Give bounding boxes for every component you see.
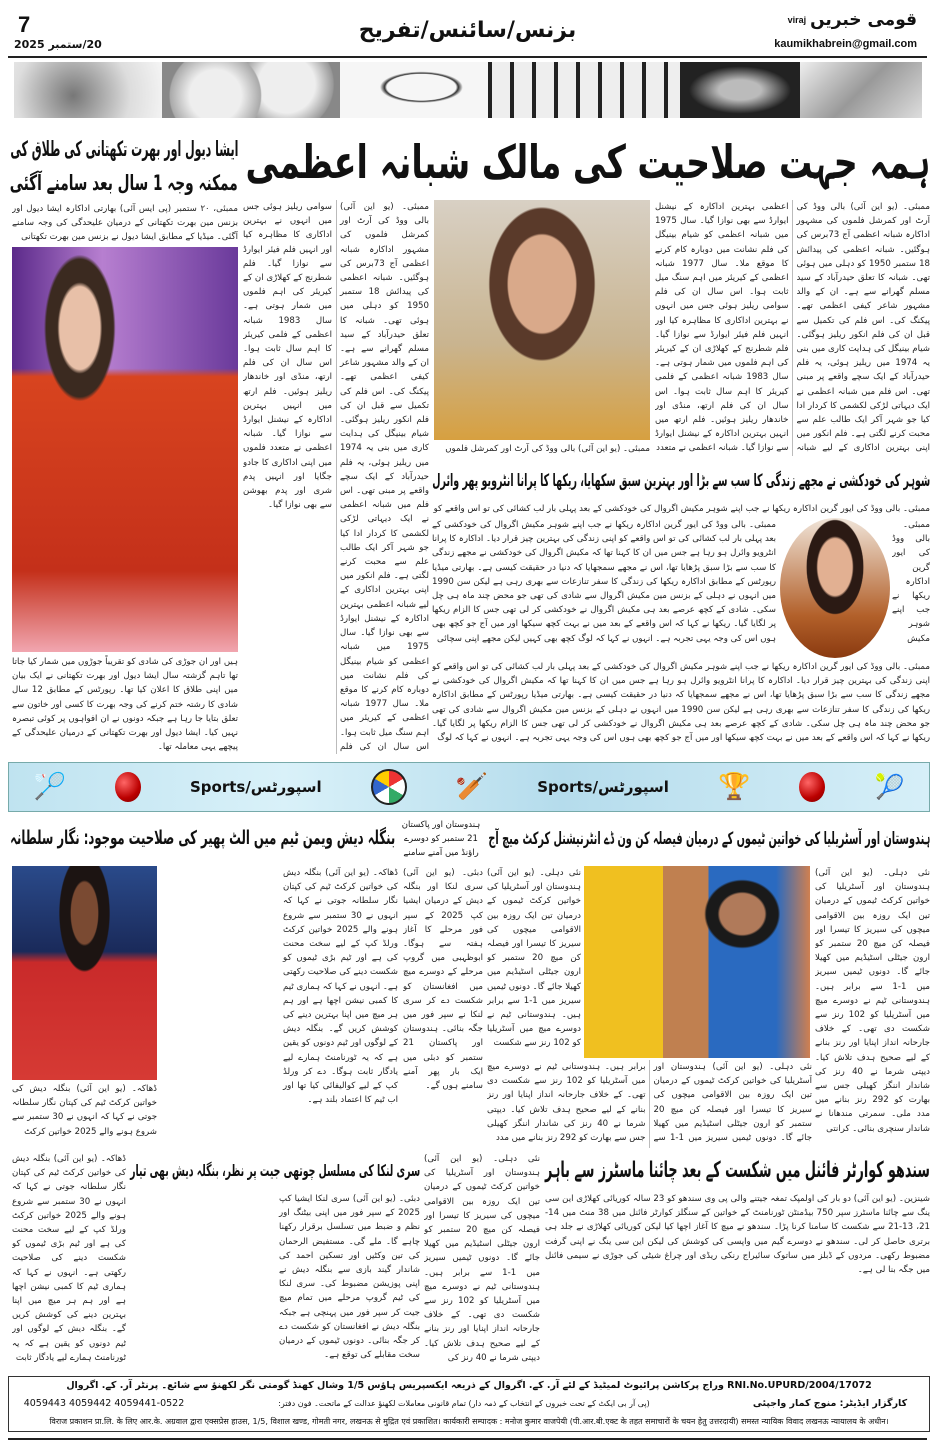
esha-deol-photo (12, 247, 238, 652)
sports-banner (8, 762, 930, 812)
indaus-article-body: نئی دہلی۔ (یو این آئی) ہندوستان اور آسٹریلیا کی خواتین کرکٹ ٹیموں کے درمیان تین ایک روزہ بین الاقوامی میچوں کی سیریز کا تیسرا اور فیصلہ کن میچ 20 ستمبر کو ارون جیٹلی اسٹیڈیم میں کھیلا جائے گا۔ دونوں ٹیمیں سیریز میں 1-1 سے برابر ہیں۔ ہندوستانی ٹیم نے دوسرے میچ میں آسٹریلیا کو 102 رنز سے شکست دی تھی۔ کے خلاف جارحانہ انداز اپنایا اور رنز بنانے کے لیے صحیح ہدف تلاش کیا۔ دیپتی شرما نے 40 رنز کی شاندار اننگز کھیلی جس سے بھارت کو 292 رنز بنانے میں مدد ملی۔ سمرتی مندھانا نے شاندار سنچری بنائی۔ کرانتی (815, 868, 930, 1134)
cricket-ball-icon (115, 772, 141, 802)
footer-divider (8, 1438, 927, 1440)
rekha-article-body: ممبئی۔ بالی ووڈ کی ایور گرین اداکارہ ریکھا نے جب اپنے شوہر مکیش اگروال کی خودکشی کے بعد پہلی بار لب کشائی کی تو اس واقعے کو اپنی زندگی کی بہترین چیز قرار دیا۔ اداکارہ کا پرانا انٹرویو وائرل ہو رہا ہے جس میں ان کا کہنا تھا کہ مکیش اگروال کی خودکشی نے مجھے زندگی کا سب سے بڑا سبق پڑھایا تھا، اس نے مجھے سمجھایا کہ دنیا در حقیقت کیسی ہے۔ بھارتی میڈیا رپورٹس کے مطابق اداکارہ ریکھا کی زندگی کا سفر تنازعات سے بھری رہی ہے لیکن سن 1990 میں انہوں نے دہلی کے بزنس مین مکیش اگروال سے شادی کی تھی جو محض چند ماہ ہی چل سکی۔ شادی کے کچھ عرصے بعد ہی مکیش اگروال نے خودکشی کر لی تھی جس کا الزام ریکھا پر لگایا گیا۔ ریکھا نے کہا کہ اس واقعے کے بعد میں نے بہت کچھ سیکھا اور میں آج جو کچھ بھی ہوں اس کی وجہ یہی تجربہ ہے۔ انہوں نے کہا کہ لوگ کچھ بھی کہیں لیکن مجھے اپنی سچائی (432, 520, 776, 644)
nigar-article-body-3: ڈھاکہ۔ (یو این آئی) بنگلہ دیش کی خواتین کرکٹ ٹیم کی کپتان نگار سلطانہ جوتی نے کہا کہ انہوں نے 30 ستمبر سے شروع ہونے والے 2025 خواتین کرکٹ ورلڈ کپ کے لیے سخت محنت کی ہے اور ٹیم بڑی ٹیموں کو شکست دینے کی صلاحیت رکھتی ہے۔ انہوں نے کہا کہ ہماری ٹیم کا کمبی نیشن اچھا ہے اور ہم ہر میچ میں اپنا بہترین دینے کی کوشش کریں گے۔ بنگلہ دیش کے لوگوں اور ٹیم دونوں کو یقین ہے کہ یہ ٹورنامنٹ ہمارے لیے یادگار ثابت (12, 1154, 126, 1363)
imprint-line: RNI.No.UPURD/2004/17072 وراج پرکاشن پرائیوٹ لمیٹیڈ کے لئے آر. کے. اگروال کے ذریعہ ایکسپریس ہاؤس 1/5 وشال کھنڈ گومتی نگر لکھنؤ سے شائع۔ پرنٹر آر. کے. اگروال (66, 1380, 872, 1391)
rekha-headline: شوہر کی خودکشی نے مجھے زندگی کا سب سے بڑا اور بہترین سبق سکھایا، ریکھا کا پرانا انٹرویو پھر وائرل (431, 470, 930, 491)
indaus-headline: ہندوستان اور آسٹریلیا کی خواتین ٹیموں کے درمیان فیصلہ کن ون ڈے انٹرنیشنل کرکٹ میچ آج (488, 828, 930, 849)
india-australia-cricket-photo (584, 866, 810, 1058)
office-phones: 4059443 4059442 4059441-0522 (23, 1398, 185, 1409)
newspaper-name: قومی خبریں (810, 10, 917, 30)
stock-market-icon (800, 62, 922, 118)
indaus-article-body-end: نئی دہلی۔ (یو این آئی) ہندوستان اور آسٹریلیا کی خواتین کرکٹ ٹیموں کے درمیان تین ایک روزہ بین الاقوامی میچوں کی سیریز کا تیسرا اور فیصلہ کن میچ 20 ستمبر کو ارون جیٹلی اسٹیڈیم میں کھیلا جائے گا۔ دونوں ٹیمیں سیریز میں 1-1 سے برابر ہیں۔ ہندوستانی ٹیم نے دوسرے میچ میں آسٹریلیا کو 102 رنز سے شکست دی تھی۔ کے خلاف جارحانہ انداز اپنایا اور رنز بنانے کے لیے صحیح ہدف تلاش کیا۔ دیپتی شرما نے 40 رنز کی (424, 1154, 540, 1363)
header-divider (8, 56, 927, 58)
indaus-article-body-bottom: نئی دہلی۔ (یو این آئی) ہندوستان اور آسٹریلیا کی خواتین کرکٹ ٹیموں کے درمیان تین ایک روزہ بین الاقوامی میچوں کی سیریز کا تیسرا اور فیصلہ کن میچ 20 ستمبر کو ارون جیٹلی اسٹیڈیم میں کھیلا جائے گا۔ دونوں ٹیمیں سیریز میں 1-1 سے برابر ہیں۔ ہندوستانی ٹیم نے دوسرے میچ میں آسٹریلیا کو 102 رنز سے شکست دی تھی۔ کے خلاف جارحانہ انداز اپنایا اور رنز بنانے کے لیے صحیح ہدف تلاش کیا۔ دیپتی شرما نے 40 رنز کی شاندار اننگز کھیلی جس سے بھارت کو 292 رنز بنانے میں مدد (487, 1062, 812, 1144)
sports-label: اسپورٹس/Sports (537, 778, 669, 796)
football-icon (371, 769, 407, 805)
section-title: بزنس/سائنس/تفریح (358, 18, 577, 43)
sindhu-headline: سندھو کوارٹر فائنل میں شکست کے بعد چائنا ماسٹرز سے باہر (544, 1157, 930, 1183)
main-headline: ہمہ جہت صلاحیت کی مالک شبانہ اعظمی (244, 135, 930, 189)
sports-label: اسپورٹس/Sports (189, 778, 322, 796)
sindhu-article-body: شینزین۔ (یو این آئی) دو بار کی اولمپک تمغہ جیتنے والی پی وی سندھو کو 23 سالہ کوریائی کھلاڑی این سی ینگ سے چائنا ماسٹرز سپر 750 بیڈمنٹن ٹورنامنٹ کے خواتین کے سنگلز کوارٹر فائنل میں 38 منٹ میں 14-21، 13-21 سے شکست کا سامنا کرنا پڑا۔ سندھو نے میچ کا آغاز اچھا کیا لیکن کوریائی کھلاڑی نے جلد ہی برتری حاصل کر لی۔ سندھو نے دوسرے گیم میں واپسی کی کوشش کی لیکن این سی ینگ نے اپنی گرفت مضبوط رکھی۔ مردوں کے ڈبلز میں ساتوک سائیراج رنکی ریڈی اور چراغ شیٹی کی جوڑی نے سیمی فائنل میں جگہ بنا لی ہے۔ (545, 1194, 930, 1276)
indpak-article-body: دبئی۔ (یو این آئی) سری لنکا اور بنگلہ دیش کے درمیان ایشیا کپ 2025 کے سپر فور مرحلے کا آغاز ہفتہ سے ہوگا۔ ابوظہبی میں گروپ مرحلے کے دوسرے میچ میں افغانستان کو شکست دے کر سری لنکا نے سپر فور میں جگہ بنائی۔ ہندوستان اور پاکستان 21 ستمبر کو دبئی میں ایک بار پھر آمنے سامنے ہوں گے۔ (403, 868, 483, 1092)
rekha-article-body-bottom: ممبئی۔ بالی ووڈ کی ایور گرین اداکارہ ریکھا نے جب اپنے شوہر مکیش اگروال کی خودکشی کے بعد پہلی بار لب کشائی کی تو اس واقعے کو اپنی زندگی کی بہترین چیز قرار دیا۔ اداکارہ کا پرانا انٹرویو وائرل ہو رہا ہے جس میں ان کا کہنا تھا کہ مکیش اگروال کی خودکشی نے مجھے زندگی کا سب سے بڑا سبق پڑھایا تھا، اس نے مجھے سمجھایا کہ دنیا در حقیقت کیسی ہے۔ بھارتی میڈیا رپورٹس کے مطابق اداکارہ ریکھا کی زندگی کا سفر تنازعات سے بھری رہی ہے لیکن سن 1990 میں انہوں نے دہلی کے بزنس مین مکیش اگروال سے شادی کی تھی جو محض چند ماہ ہی چل سکی۔ شادی کے کچھ عرصے بعد ہی مکیش اگروال نے خودکشی کر لی تھی جس کا الزام ریکھا پر لگایا گیا۔ ریکھا نے کہا کہ اس واقعے کے بعد میں نے بہت کچھ سیکھا اور میں آج جو کچھ بھی ہوں اس کی وجہ یہی تجربہ ہے۔ انہوں نے کہا کہ لوگ (432, 662, 930, 744)
indpak-subhead: ہندوستان اور پاکستان 21 ستمبر کو دوسرے راؤنڈ میں آمنے سامنے (401, 820, 481, 858)
nigar-article-body: ڈھاکہ۔ (یو این آئی) بنگلہ دیش کی خواتین کرکٹ ٹیم کی کپتان نگار سلطانہ جوتی نے کہا کہ انہوں نے 30 ستمبر سے شروع ہونے والے 2025 خواتین کرکٹ ورلڈ کپ کے لیے سخت محنت کی ہے اور ٹیم بڑی ٹیموں کو شکست دینے کی صلاحیت رکھتی ہے۔ انہوں نے کہا کہ ہماری ٹیم کا کمبی نیشن اچھا ہے اور ہم ہر میچ میں اپنا بہترین دینے کی کوشش کریں گے۔ بنگلہ دیش کے لوگوں اور ٹیم دونوں کو یقین ہے کہ یہ ٹورنامنٹ ہمارے لیے یادگار ثابت ہوگا۔ دے کر ورلڈ کپ کے لیے کوالیفائی کیا تھا اور اب ٹیم کا اعتماد بلند ہے۔ (283, 868, 398, 1106)
srilanka-headline: سری لنکا کی مسلسل چوتھی جیت پر نظر، بنگلہ دیش بھی تیار (129, 1160, 421, 1180)
rekha-article-side: ممبئی۔ بالی ووڈ کی ایور گرین اداکارہ ریکھا نے جب اپنے شوہر مکیش (892, 520, 930, 644)
cricket-ball-icon (799, 772, 825, 802)
tennis-rackets-icon: 🎾 (874, 773, 905, 801)
shabana-article-body-right: ممبئی۔ (یو این آئی) بالی ووڈ کی آرٹ اور کمرشل فلموں کی مشہور اداکارہ شبانہ اعظمی آج 73برس کی ہوگئیں۔ شبانہ اعظمی کی پیدائش 18 ستمبر 1950 کو دہلی میں ہوئی تھی۔ شبانہ کا تعلق حیدرآباد کے سید مسلم گھرانے سے ہے۔ ان کے والد مشہور شاعر کیفی اعظمی تھے۔ پیکنگ کی۔ اس فلم کی تکمیل سے قبل ان کی فلم انکور ریلیز ہوگئی۔ شیام بینیگل کی ہدایت کاری میں بنی یہ 1974 میں ریلیز ہوئی، یہ فلم حیدرآباد کے ایک سچے واقعے پر مبنی تھی۔ اس فلم میں شبانہ اعظمی نے ایک دیہاتی لڑکی لکشمی کا کردار ادا کیا جو شہر آکر ایک طالب علم سے محبت کرنے لگتی ہے۔ فلم انکور میں اپنی بہترین اداکاری کے لیے شبانہ اعظمی بہترین اداکارہ کے نیشنل ایوارڈ سے بھی نوازا گیا۔ سال 1975 میں شبانہ اعظمی کو شیام بینیگل کی فلم نشانت میں دوبارہ کام کرنے کا موقع ملا۔ سال 1977 شبانہ اعظمی کے کیریئر میں اہم سنگ میل ثابت ہوا۔ اس سال ان کی فلم سوامی ریلیز ہوئی جس میں انہوں نے بہترین اداکاری کا مظاہرہ کیا اور انہیں فلم فیئر ایوارڈ سے نوازا گیا۔ فلم شطرنج کے کھلاڑی ان کے کیریئر کی اہم فلموں میں شمار ہوتی ہے۔ سال 1983 شبانہ اعظمی کے فلمی کیریئر کا اہم سال ثابت ہوا۔ اس سال ان کی فلم ارتھ، منڈی اور خاندھار ریلیز ہوئیں۔ فلم ارتھ میں انہیں بہترین اداکارہ کے نیشنل ایوارڈ سے نوازا گیا۔ شبانہ اعظمی نے متعدد (655, 202, 930, 454)
rekha-photo (780, 518, 890, 658)
esha-headline-1: ایشا دیول اور بھرت تکھتانی کی طلاق کی (9, 137, 238, 161)
anatomy-icon (680, 62, 800, 118)
indaus-article-body-cont: نئی دہلی۔ (یو این آئی) ہندوستان اور آسٹریلیا کی خواتین کرکٹ ٹیموں کے درمیان تین ایک روزہ بین الاقوامی میچوں کی سیریز کا تیسرا اور فیصلہ کن میچ 20 ستمبر کو ارون جیٹلی اسٹیڈیم میں کھیلا جائے گا۔ دونوں ٹیمیں سیریز میں 1-1 سے برابر ہیں۔ ہندوستانی ٹیم نے دوسرے میچ میں آسٹریلیا کو 102 رنز سے شکست (487, 868, 581, 1049)
esha-article-body: ہیں اور ان جوڑی کی شادی کو تقریباً جوڑوں میں شمار کیا جاتا تھا تاہم گزشتہ سال ایشا دیول اور بھرت تکھتانی نے ایک بیان میں اپنی طلاق کا اعلان کیا تھا۔ رپورٹس کے مطابق 12 سال شادی کا رشتہ ختم کرنے کی وجہ بھرت کا کسی اور خاتون سے تعلق بتایا جا رہا ہے جبکہ دونوں نے ان افواہوں پر کوئی تبصرہ نہیں کیا۔ ایشا دیول اور بھرت تکھتانی کے درمیان علیحدگی کے پیچھے یہی معاملہ تھا۔ (12, 657, 238, 753)
esha-lead: ممبئی، ۲۰ ستمبر (پی ایس آئی) بھارتی اداکارہ ایشا دیول اور بزنس مین بھرت تکھتانی کے درمیان علیحدگی کی وجہ سامنے آگئی۔ میڈیا کے مطابق ایشا دیول نے بزنس مین بھرت تکھتانی (12, 204, 238, 243)
nigar-article-body-2: ڈھاکہ۔ (یو این آئی) بنگلہ دیش کی خواتین کرکٹ ٹیم کی کپتان نگار سلطانہ جوتی نے کہا کہ انہوں نے 30 ستمبر سے شروع ہونے والے 2025 خواتین کرکٹ (12, 1084, 157, 1137)
hindi-imprint: विराज प्रकाशन प्रा.लि. के लिए आर.के. अग्रवाल द्वारा एक्सप्रेस हाउस, 1/5, विशाल खण्ड, गोमती नगर, लखनऊ से मुद्रित एवं प्रकाशित। कार्यकारी सम्पादक : मनोज कुमार वाजपेयी (पी.आर.बी.एक्ट के तहत समाचारों के चयन हेतु उत्तरदायी) समस्त न्यायिक विवाद लखनऊ न्यायालय के अधीन। (49, 1417, 889, 1426)
film-reel-icon (488, 62, 680, 118)
herbs-icon (14, 62, 162, 118)
issue-date: 20/ستمبر 2025 (14, 38, 102, 51)
shabana-azmi-photo (434, 200, 650, 440)
email-link[interactable]: kaumikhabrein@gmail.com (774, 38, 917, 50)
page-number: 7 (18, 12, 31, 37)
masthead-logo (788, 10, 917, 30)
globe-icon (162, 62, 340, 118)
batsman-icon: 🏏 (455, 772, 489, 802)
shabana-article-body-left: ممبئی۔ (یو این آئی) بالی ووڈ کی آرٹ اور کمرشل فلموں کی مشہور اداکارہ شبانہ اعظمی آج 73برس کی ہوگئیں۔ شبانہ اعظمی کی پیدائش 18 ستمبر 1950 کو دہلی میں ہوئی تھی۔ شبانہ کا تعلق حیدرآباد کے سید مسلم گھرانے سے ہے۔ ان کے والد مشہور شاعر کیفی اعظمی تھے۔ پیکنگ کی۔ اس فلم کی تکمیل سے قبل ان کی فلم انکور ریلیز ہوگئی۔ شیام بینیگل کی ہدایت کاری میں بنی یہ 1974 میں ریلیز ہوئی، یہ فلم حیدرآباد کے ایک سچے واقعے پر مبنی تھی۔ اس فلم میں شبانہ اعظمی نے ایک دیہاتی لڑکی لکشمی کا کردار ادا کیا جو شہر آکر ایک طالب علم سے محبت کرنے لگتی ہے۔ فلم انکور میں اپنی بہترین اداکاری کے لیے شبانہ اعظمی بہترین اداکارہ کے نیشنل ایوارڈ سے بھی نوازا گیا۔ سال 1975 میں شبانہ اعظمی کو شیام بینیگل کی فلم نشانت میں دوبارہ کام کرنے کا موقع ملا۔ سال 1977 شبانہ اعظمی کے کیریئر میں اہم سنگ میل ثابت ہوا۔ اس سال ان کی فلم سوامی ریلیز ہوئی جس میں انہوں نے بہترین اداکاری کا مظاہرہ کیا اور انہیں فلم فیئر ایوارڈ سے نوازا گیا۔ فلم شطرنج کے کھلاڑی ان کے کیریئر کی اہم فلموں میں شمار ہوتی ہے۔ سال 1983 شبانہ اعظمی کے فلمی کیریئر کا اہم سال ثابت ہوا۔ اس سال ان کی فلم ارتھ، منڈی اور خاندھار ریلیز ہوئیں۔ فلم ارتھ میں انہیں بہترین اداکارہ کے نیشنل ایوارڈ سے نوازا گیا۔ شبانہ اعظمی نے متعدد فلموں میں اپنی اداکاری کا جادو جگایا اور انہیں پدم شری اور پدم بھوشن سے بھی نوازا گیا۔ (243, 202, 429, 752)
nigar-sultana-photo (12, 866, 157, 1080)
shuttlecock-icon: 🏸 (33, 772, 66, 802)
viraj-logo-icon: viraj (787, 15, 807, 25)
trophy-icon: 🏆 (717, 772, 751, 802)
editor-line: کارگزار ایڈیٹر: منوج کمار واجپئی (752, 1398, 908, 1409)
stethoscope-icon (340, 62, 488, 118)
rekha-lead: ممبئی۔ بالی ووڈ کی ایور گرین اداکارہ ریکھا نے جب اپنے شوہر مکیش اگروال کی خودکشی کے بعد پہلی بار لب کشائی کی تو اس واقعے کو (433, 504, 930, 514)
esha-headline-2: ممکنہ وجہ 1 سال بعد سامنے آگئی (9, 171, 239, 195)
srilanka-article-body: دبئی۔ (یو این آئی) سری لنکا ایشیا کپ 2025 کے سپر فور میں اپنی بیٹنگ اور نظم و ضبط میں تسلسل برقرار رکھنا چاہے گا۔ ملے گی۔ مستفیض الرحمان کی تین وکٹیں اور تسکین احمد کی شاندار گیند بازی سے بنگلہ دیش نے اپنی پوزیشن مضبوط کی۔ سری لنکا کی ٹیم گروپ مرحلے میں تمام میچ جیت کر سپر فور میں پہنچی ہے جبکہ بنگلہ دیش نے افغانستان کو شکست دے کر جگہ بنائی۔ دونوں ٹیموں کے درمیان سخت مقابلے کی توقع ہے۔ (279, 1194, 420, 1361)
shabana-article-caption: ممبئی۔ (یو این آئی) بالی ووڈ کی آرٹ اور کمرشل فلموں (445, 444, 650, 454)
legal-note: (پی آر بی ایکٹ کے تحت خبروں کے انتخاب کے ذمہ دار) تمام قانونی معاملات لکھنؤ عدالت کے ماتحت۔ فون دفتر: (278, 1399, 650, 1408)
nigar-headline: بنگلہ دیش ویمن ٹیم میں الٹ پھیر کی صلاحیت موجود: نگار سلطانہ (9, 827, 396, 849)
